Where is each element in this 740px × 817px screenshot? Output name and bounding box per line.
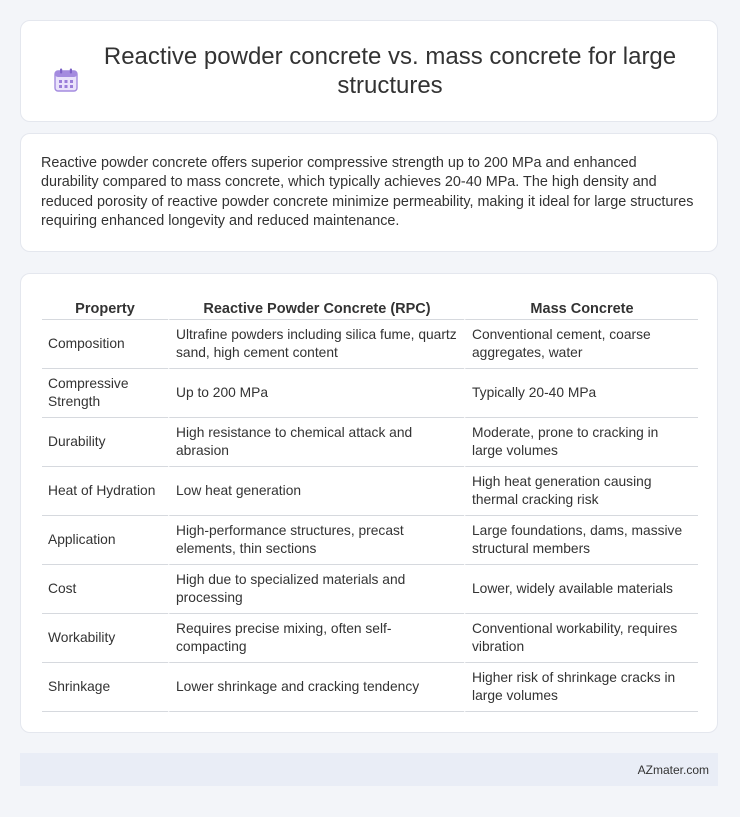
- table-row: [42, 614, 698, 663]
- cell-rpc: High-performance structures, precast elements, thin sections: [168, 516, 464, 565]
- cell-rpc: High due to specialized materials and processing: [168, 565, 464, 614]
- cell-mass-concrete: Higher risk of shrinkage cracks in large volumes: [464, 663, 698, 712]
- footer: [20, 753, 718, 786]
- calendar-icon: [53, 67, 79, 93]
- table-row: [42, 516, 698, 565]
- cell-rpc: Requires precise mixing, often self-compacting: [168, 614, 464, 663]
- cell-mass-concrete: High heat generation causing thermal cracking risk: [464, 467, 698, 516]
- comparison-table: [42, 295, 698, 712]
- summary-card: [20, 133, 718, 252]
- cell-rpc: Up to 200 MPa: [168, 369, 464, 418]
- cell-rpc: Low heat generation: [168, 467, 464, 516]
- cell-mass-concrete: Lower, widely available materials: [464, 565, 698, 614]
- cell-property: Composition: [42, 320, 168, 369]
- header-rpc: Reactive Powder Concrete (RPC): [168, 295, 464, 320]
- summary-text: Reactive powder concrete offers superior compressive strength up to 200 MPa and enhanced durability compared to mass concrete, which typically achieves 20-40 MPa. The high density and reduced porosity of reactive powder concrete minimize permeability, making it ideal for large structures requiring enhanced longevity and reduced maintenance.: [41, 155, 694, 230]
- header-mass-concrete: Mass Concrete: [464, 295, 698, 320]
- cell-property: Workability: [42, 614, 168, 663]
- cell-property: Durability: [42, 418, 168, 467]
- header-property: Property: [42, 295, 168, 320]
- table-row: [42, 418, 698, 467]
- cell-property: Compressive Strength: [42, 369, 168, 418]
- title-wrap: [49, 42, 689, 100]
- cell-rpc: Ultrafine powders including silica fume, quartz sand, high cement content: [168, 320, 464, 369]
- comparison-table-card: [20, 273, 718, 733]
- table-row: [42, 369, 698, 418]
- title-card: [20, 20, 718, 122]
- table-row: [42, 320, 698, 369]
- cell-rpc: High resistance to chemical attack and abrasion: [168, 418, 464, 467]
- cell-mass-concrete: Moderate, prone to cracking in large volumes: [464, 418, 698, 467]
- cell-mass-concrete: Typically 20-40 MPa: [464, 369, 698, 418]
- table-header-row: [42, 295, 698, 320]
- cell-mass-concrete: Large foundations, dams, massive structural members: [464, 516, 698, 565]
- cell-property: Heat of Hydration: [42, 467, 168, 516]
- cell-mass-concrete: Conventional cement, coarse aggregates, water: [464, 320, 698, 369]
- table-row: [42, 565, 698, 614]
- table-row: [42, 663, 698, 712]
- footer-source-link[interactable]: AZmater.com: [637, 762, 709, 777]
- cell-mass-concrete: Conventional workability, requires vibration: [464, 614, 698, 663]
- cell-rpc: Lower shrinkage and cracking tendency: [168, 663, 464, 712]
- cell-property: Application: [42, 516, 168, 565]
- cell-property: Cost: [42, 565, 168, 614]
- cell-property: Shrinkage: [42, 663, 168, 712]
- page-title: Reactive powder concrete vs. mass concrete for large structures: [103, 43, 677, 99]
- table-row: [42, 467, 698, 516]
